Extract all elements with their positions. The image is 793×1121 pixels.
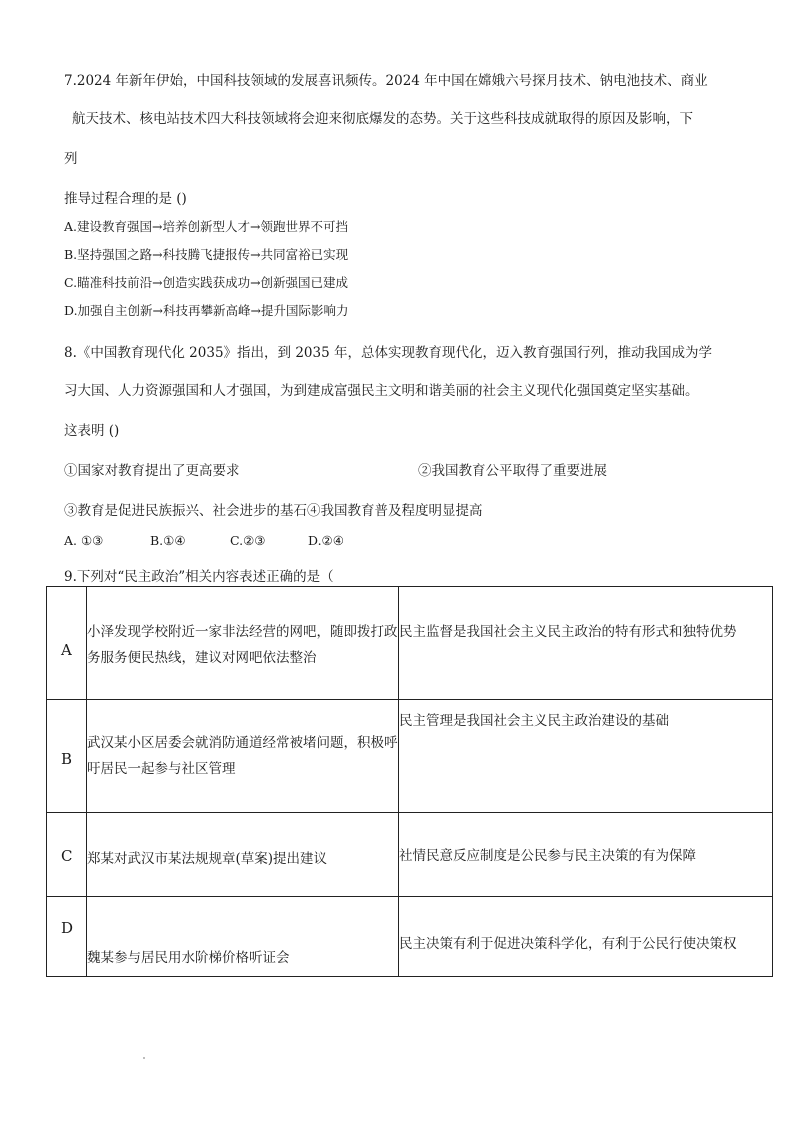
row-c-example: 郑某对武汉市某法规规章(草案)提出建议 <box>87 851 328 867</box>
q7-option-d: D.加强自主创新→科技再攀新高峰→提升国际影响力 <box>64 303 349 318</box>
row-b-statement-cell <box>399 700 773 813</box>
q8-choice-a: A. ①③ <box>64 533 104 548</box>
q7-stem-line-1: 7.2024 年新年伊始，中国科技领域的发展喜讯频传。2024 年中国在嫦娥六号探月技术、钠电池技术、商业 <box>64 73 708 89</box>
row-d-statement: 民主决策有利于促进决策科学化，有利于公民行使决策权 <box>399 936 737 952</box>
q8-stem-line-3: 这表明 () <box>64 423 120 439</box>
q7-option-c: C.瞄准科技前沿→创造实践获成功→创新强国已建成 <box>64 275 349 290</box>
table-row-c <box>47 813 773 897</box>
row-a-example: 小泽发现学校附近一家非法经营的网吧，随即拨打政务服务便民热线，建议对网吧依法整治 <box>87 624 398 666</box>
row-a-letter-cell <box>47 587 87 700</box>
q7-option-a: A.建设教育强国→培养创新型人才→领跑世界不可挡 <box>64 219 348 234</box>
row-c-example-cell <box>87 813 399 897</box>
q7-option-b: B.坚持强国之路→科技腾飞捷报传→共同富裕已实现 <box>64 247 349 262</box>
q7-stem-line-2: 航天技术、核电站技术四大科技领域将会迎来彻底爆发的态势。关于这些科技成就取得的原因及影响，下 <box>72 111 693 127</box>
q8-statement-3-4: ③教育是促进民族振兴、社会进步的基石④我国教育普及程度明显提高 <box>64 503 483 519</box>
q7-stem-line-4: 推导过程合理的是 () <box>64 191 187 207</box>
row-d-statement-cell <box>399 897 773 977</box>
q8-choice-d: D.②④ <box>308 533 344 548</box>
row-c-letter: C <box>61 847 73 865</box>
stray-dot-mark <box>143 1057 145 1059</box>
row-b-statement: 民主管理是我国社会主义民主政治建设的基础 <box>399 713 669 729</box>
row-a-letter: A <box>61 641 72 659</box>
row-c-statement-cell <box>399 813 773 897</box>
table-row-a <box>47 587 773 700</box>
row-a-statement: 民主监督是我国社会主义民主政治的特有形式和独特优势 <box>399 624 737 640</box>
row-b-letter-cell <box>47 700 87 813</box>
row-b-example: 武汉某小区居委会就消防通道经常被堵问题，积极呼吁居民一起参与社区管理 <box>87 735 398 777</box>
q8-choice-c: C.②③ <box>230 533 266 548</box>
table-row-b <box>47 700 773 813</box>
row-c-letter-cell <box>47 813 87 897</box>
row-b-letter: B <box>61 750 73 768</box>
q9-stem: 9.下列对“民主政治”相关内容表述正确的是（ <box>64 569 334 585</box>
row-a-statement-cell <box>399 587 773 700</box>
row-b-example-cell <box>87 700 399 813</box>
q8-stem-line-2: 习大国、人力资源强国和人才强国，为到建成富强民主文明和谐美丽的社会主义现代化强国奠定坚实基础。 <box>64 383 699 399</box>
row-d-example: 魏某参与居民用水阶梯价格听证会 <box>87 950 290 966</box>
table-row-d <box>47 897 773 977</box>
row-d-letter-cell <box>47 897 87 977</box>
row-a-example-cell <box>87 587 399 700</box>
q8-choice-b: B.①④ <box>150 533 186 548</box>
row-c-statement: 社情民意反应制度是公民参与民主决策的有为保障 <box>399 848 696 864</box>
q8-statement-2: ②我国教育公平取得了重要进展 <box>418 463 607 479</box>
q7-stem-line-3: 列 <box>64 151 78 167</box>
row-d-example-cell <box>87 897 399 977</box>
row-d-letter: D <box>61 919 74 937</box>
q8-stem-line-1: 8.《中国教育现代化 2035》指出，到 2035 年，总体实现教育现代化，迈入教育强国行列，推动我国成为学 <box>64 345 712 361</box>
q8-statement-1: ①国家对教育提出了更高要求 <box>64 463 240 479</box>
q9-options-table <box>46 586 773 977</box>
